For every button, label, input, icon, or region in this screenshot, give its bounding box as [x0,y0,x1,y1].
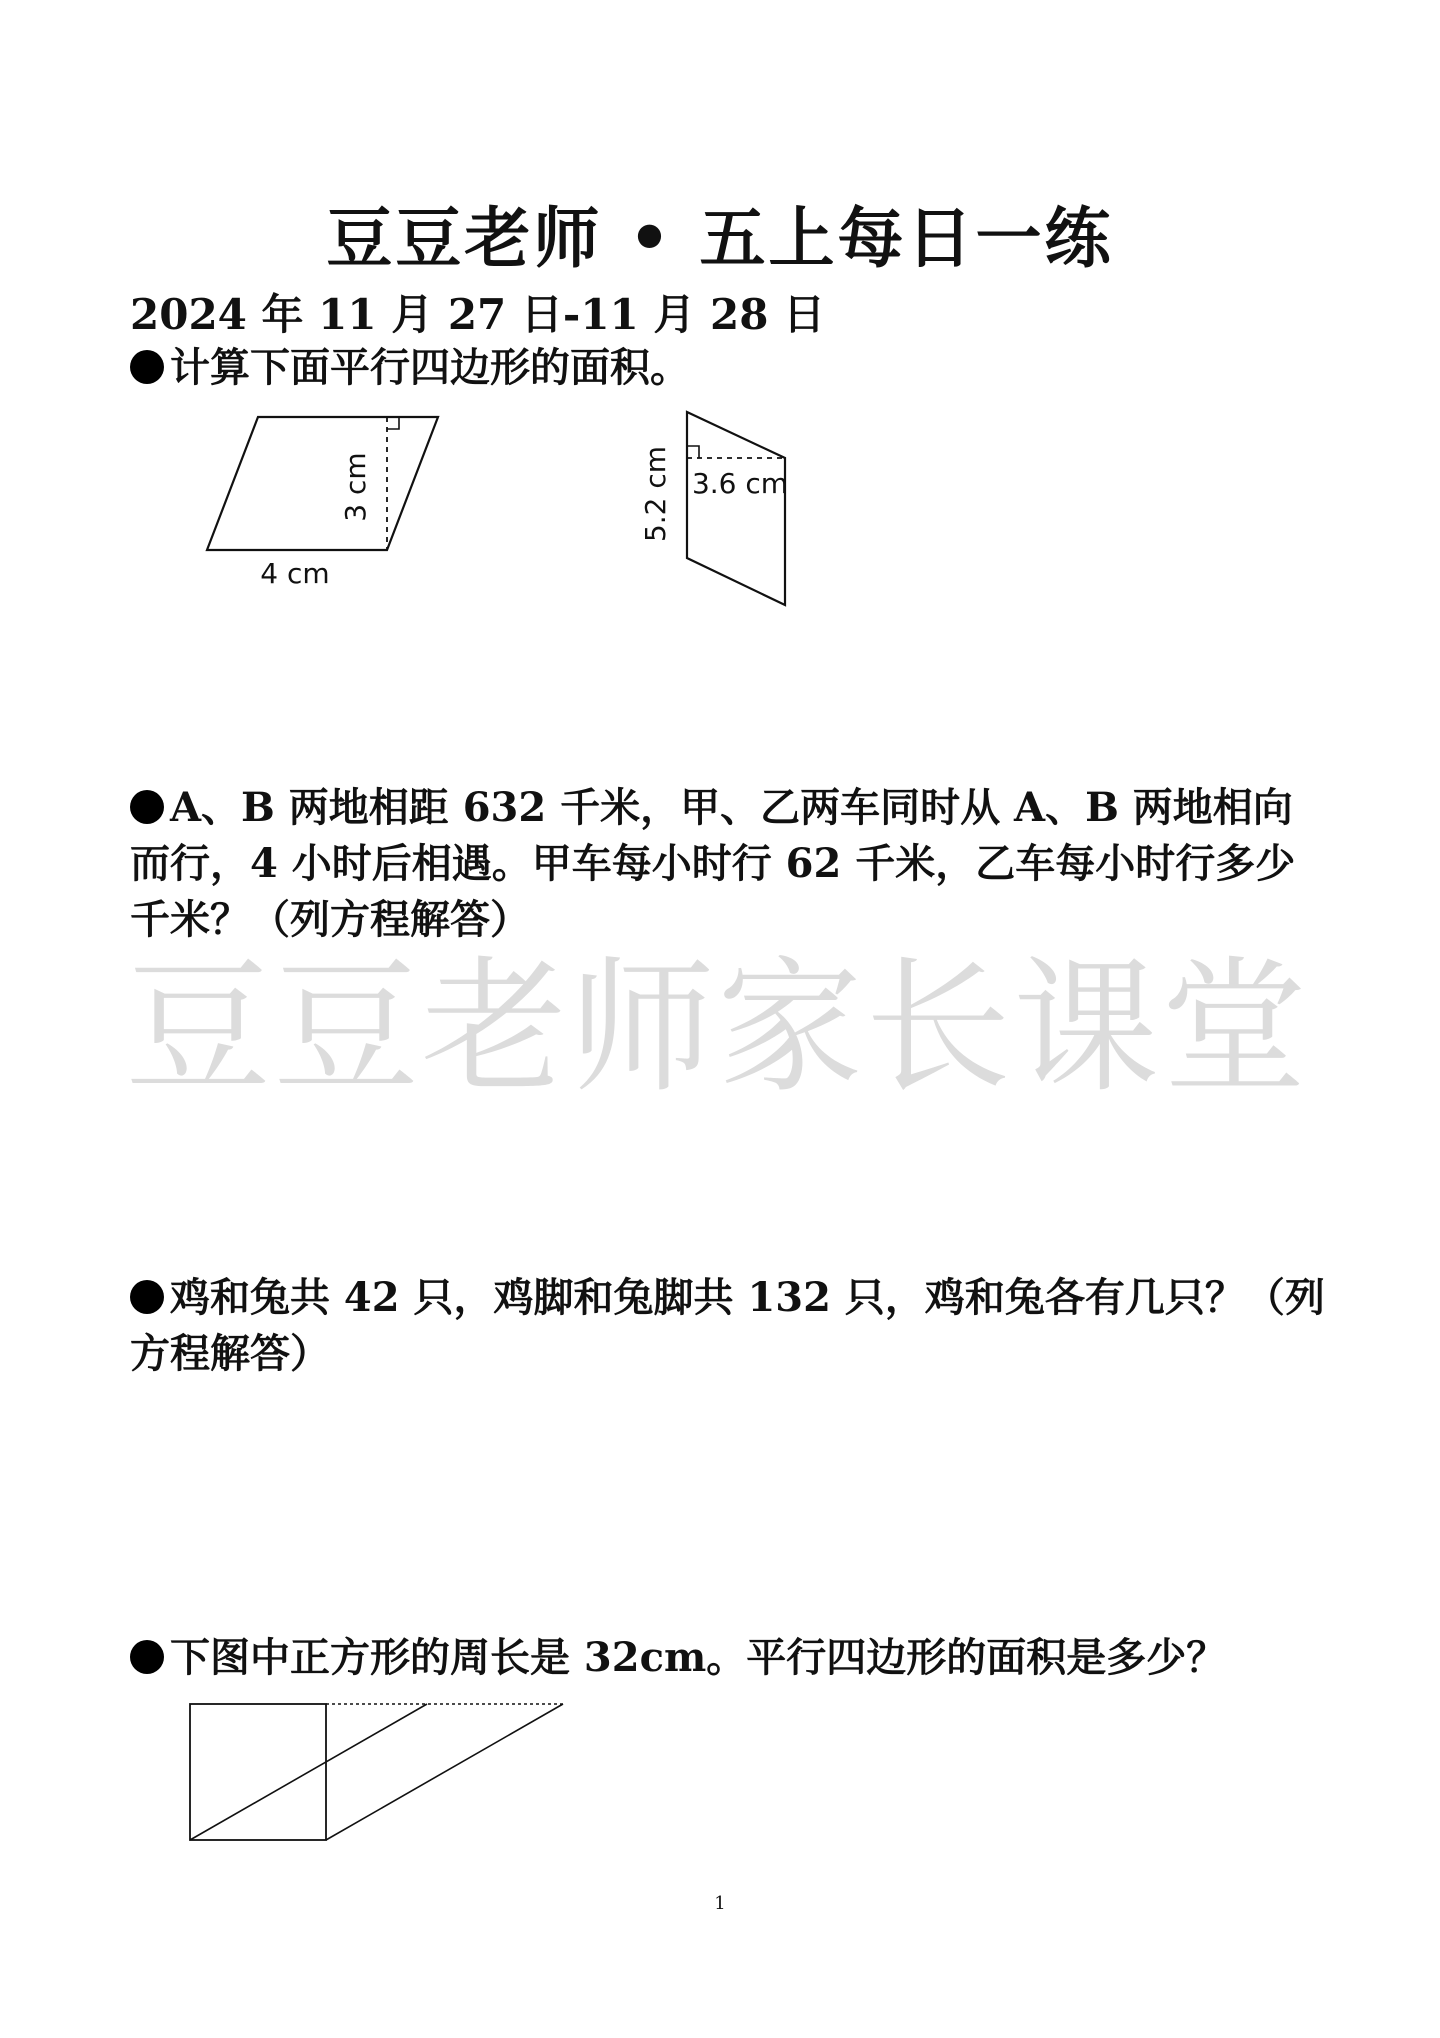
bullet-icon [130,790,164,824]
right-angle-mark-2 [687,446,699,458]
date-range: 2024 年 11 月 27 日-11 月 28 日 [130,290,826,339]
question-1 [130,340,1330,396]
question-1-text: 计算下面平行四边形的面积。 [170,344,690,391]
parallelogram-2-shape [687,412,785,605]
bullet-icon [130,350,164,384]
page-title: 豆豆老师 • 五上每日一练 [326,199,1114,277]
square-shape [190,1704,326,1840]
question-3-text: 鸡和兔共 42 只，鸡脚和兔脚共 132 只，鸡和兔各有几只？（列方程解答） [130,1274,1325,1377]
parallelogram-figure-2 [630,400,800,615]
bullet-icon [130,1280,164,1314]
square-parallelogram-figure [180,1690,580,1850]
question-3 [130,1270,1330,1382]
parallelogram-left-side [190,1704,427,1840]
question-2-text: A、B 两地相距 632 千米，甲、乙两车同时从 A、B 两地相向而行，4 小时后相遇。甲车每小时行 62 千米，乙车每小时行多少千米？（列方程解答） [130,784,1296,943]
height-label-2: 3.6 cm [691,467,789,500]
question-4-text: 下图中正方形的周长是 32cm。平行四边形的面积是多少？ [170,1634,1227,1681]
right-angle-mark-1 [387,417,399,429]
base-label-2: 5.2 cm [639,445,672,543]
page-number: 1 [714,1893,726,1914]
parallelogram-figure-1 [190,405,460,595]
watermark: 豆豆老师家长课堂 [125,943,1309,1113]
base-label-1: 4 cm [260,557,330,590]
bullet-icon [130,1640,164,1674]
parallelogram-right-side [326,1704,563,1840]
question-4 [130,1630,1330,1686]
parallelogram-1-shape [207,417,438,550]
height-label-1: 3 cm [339,452,372,522]
